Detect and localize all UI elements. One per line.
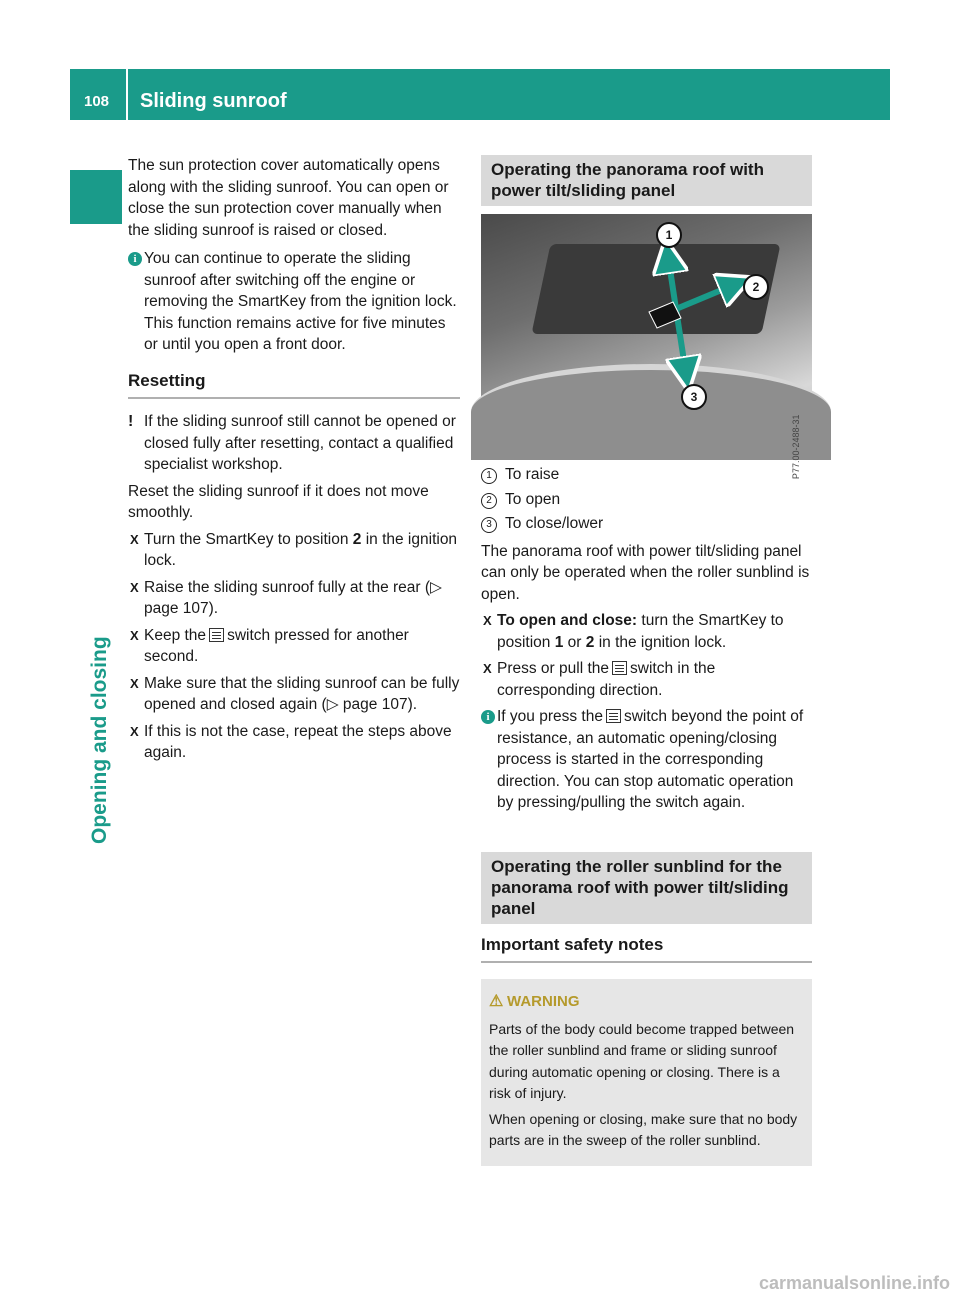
callout-1: 1 [656,222,682,248]
step-arrow-icon: X [483,661,492,676]
section-heading-roller-sunblind: Operating the roller sunblind for the panorama roof with power tilt/sliding panel [481,852,812,924]
right-step-1 [481,610,812,653]
panorama-paragraph: The panorama roof with power tilt/sliding panel can only be operated when the roller sunblind is open. [481,542,810,603]
legend-marker: 1 [481,468,497,484]
intro-paragraph: The sun protection cover automatically opens along with the sliding sunroof. You can open or close the sun protection cover manually when the sliding sunroof is raised or closed. [128,157,449,239]
position-2: 2 [585,633,595,651]
left-column [128,155,460,764]
step-arrow-icon: X [130,627,139,643]
side-tab-marker [70,170,122,224]
step-text: turn the SmartKey to position [497,612,784,651]
switch-icon [209,628,224,642]
right-step-2 [481,658,812,701]
step-arrow-icon: X [483,613,492,628]
legend-text: To close/lower [505,515,604,532]
warning-paragraph-1: Parts of the body could become trapped between the roller sunblind and frame or sliding sunroof during automatic opening or closing. There is a risk of injury. [489,1020,795,1101]
callout-3: 3 [681,384,707,410]
warning-paragraph-2: When opening or closing, make sure that no body parts are in the sweep of the roller sunblind. [489,1110,798,1148]
legend-text: To open [505,490,561,508]
warning-title [489,991,804,1013]
step-3-text-end: switch pressed for another second. [144,626,409,665]
step-arrow-icon: X [130,723,139,739]
legend-marker: 3 [481,517,497,533]
step-arrow-icon: X [130,579,139,595]
step-text: Press or pull the [497,660,609,677]
legend-item-2 [481,489,812,511]
watermark: carmanualsonline.info [758,1273,950,1293]
step-arrow-icon: X [130,675,139,691]
step-arrow-icon: X [130,531,139,547]
info-icon: i [128,252,142,266]
note-text: If you press the [497,708,603,725]
direction-arrows-icon [481,214,812,434]
step-text-end: switch in the corresponding direction. [497,660,716,699]
switch-icon [612,661,627,675]
note-text-end: switch beyond the point of resistance, an automatic opening/closing process is started in the corresponding direction. You can stop automatic operation by pressing/pulling the switch again. [497,708,804,811]
info-note-text: You can continue to operate the sliding sunroof after switching off the engine or removing the SmartKey from the ignition lock. This function remains active for five minutes or until you open a front door. [144,250,457,353]
callout-2: 2 [743,274,769,300]
page-title: Sliding sunroof [140,90,287,112]
step-4-text: Make sure that the sliding sunroof can be fully opened and closed again (▷ page 107). [144,674,460,713]
step-5 [128,721,460,764]
warning-box [481,979,812,1166]
legend-item-1 [481,464,812,486]
info-icon: i [481,710,495,724]
reset-paragraph: Reset the sliding sunroof if it does not move smoothly. [128,482,429,521]
step-text-end: in the ignition lock. [594,633,727,651]
step-2 [128,577,460,620]
step-1-text: Turn the SmartKey to position [144,530,353,548]
page-header [70,69,890,120]
safety-notes-heading: Important safety notes [481,934,812,964]
resetting-heading: Resetting [128,370,460,400]
right-column [481,155,812,1166]
side-tab [80,544,120,844]
info-note [128,248,460,356]
warning-triangle-icon: ⚠ [489,993,504,1010]
section-heading-panorama-roof: Operating the panorama roof with power tilt/sliding panel [481,155,812,206]
right-info-note [481,706,812,814]
resetting-warning-text: If the sliding sunroof still cannot be opened or closed fully after resetting, contact a qualified specialist workshop. [144,413,456,473]
position-value: 2 [352,530,362,548]
step-3-text: Keep the [144,626,207,644]
page-number: 108 [84,93,110,110]
photo-code: P77.00-2488-31 [791,414,802,479]
side-tab-label: Opening and closing [88,636,111,844]
switch-icon [606,709,621,723]
step-1 [128,529,460,572]
step-5-text: If this is not the case, repeat the steps above again. [144,722,452,761]
warning-title-text: WARNING [507,993,580,1010]
step-label: To open and close: [497,612,638,629]
legend-marker: 2 [481,493,497,509]
step-2-text: Raise the sliding sunroof fully at the rear (▷ page 107). [144,578,442,617]
resetting-warning [128,411,460,476]
step-4 [128,673,460,716]
step-text-or: or [563,633,586,651]
position-1: 1 [554,633,564,651]
step-1-text-end: in the ignition lock. [144,530,458,569]
exclamation-icon: ! [128,413,134,430]
legend-text: To raise [505,466,560,483]
legend-item-3 [481,513,812,535]
step-3 [128,625,460,668]
header-divider [126,69,128,120]
